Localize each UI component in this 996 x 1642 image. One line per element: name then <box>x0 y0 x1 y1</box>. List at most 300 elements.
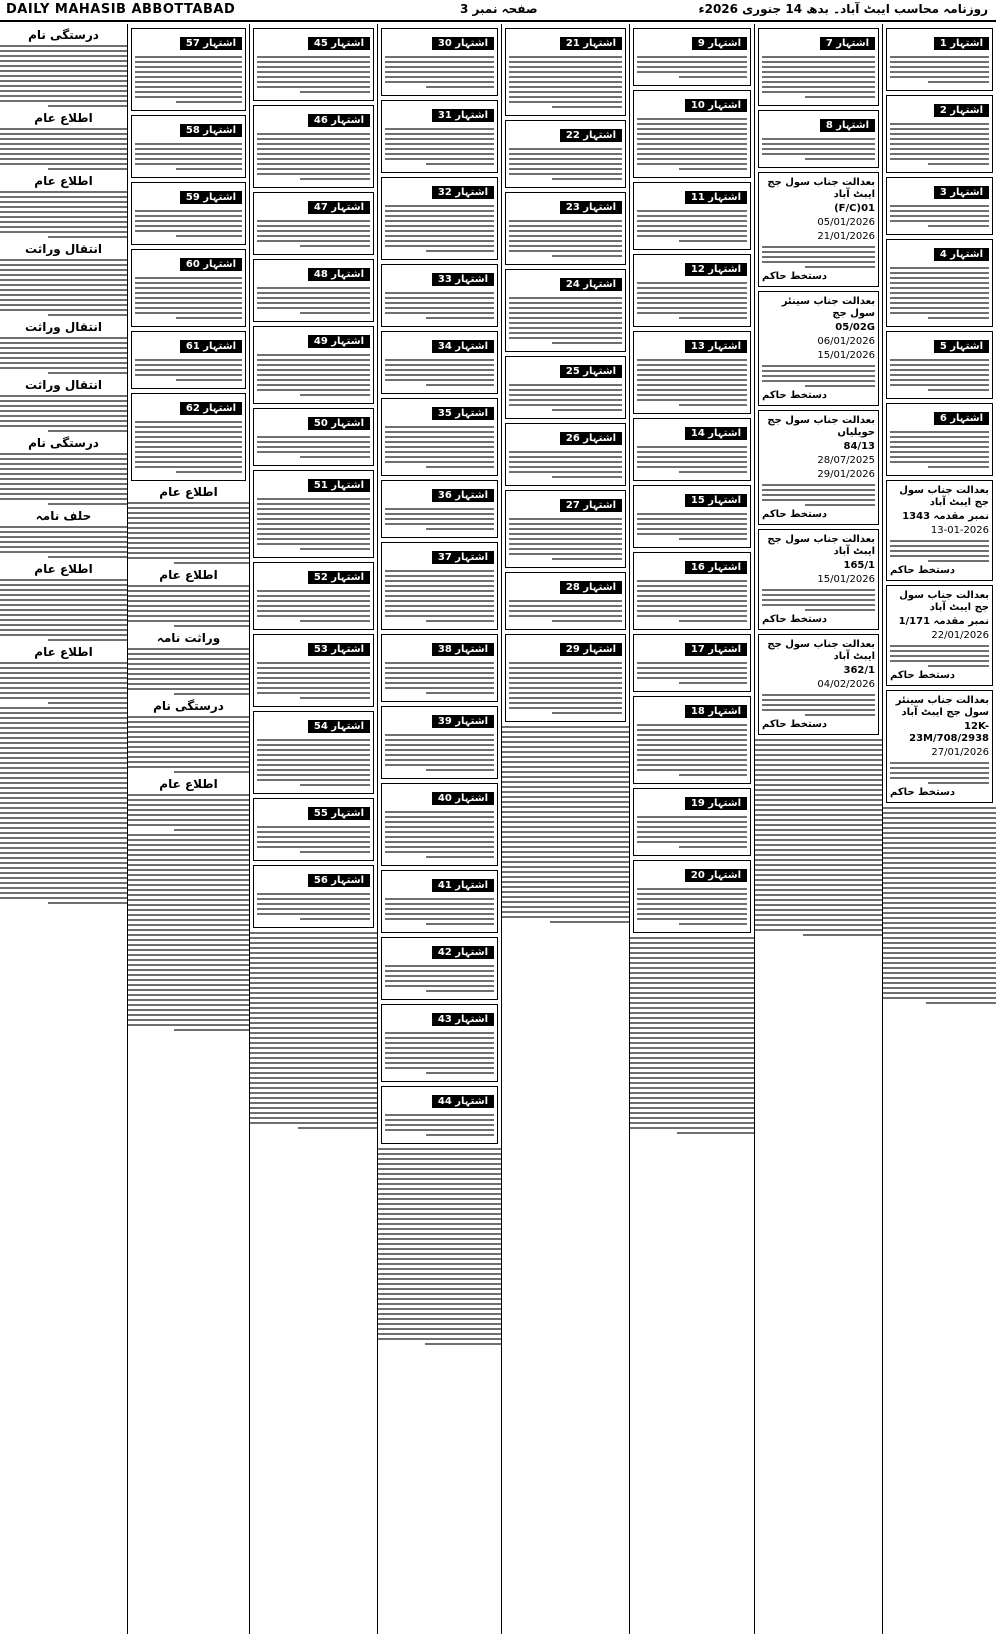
notice-text-lines <box>135 277 242 319</box>
notice-number-tag: اشتہار 12 <box>685 263 747 276</box>
notice-number-tag: اشتہار 54 <box>308 720 370 733</box>
notice-text-lines <box>0 259 127 316</box>
notice-text-lines <box>637 210 747 242</box>
notice-number-tag: اشتہار 8 <box>820 119 875 132</box>
notice-number-tag: اشتہار 61 <box>180 340 242 353</box>
notice-text-lines <box>128 502 249 564</box>
classified-notice <box>381 100 498 173</box>
notice-number-tag: اشتہار 40 <box>432 792 494 805</box>
classified-notice <box>633 485 751 548</box>
court-notice-case: 362/1 <box>843 665 875 676</box>
notice-text-lines <box>0 45 127 107</box>
notice-number-tag: اشتہار 6 <box>934 412 989 425</box>
classified-notice <box>758 110 879 168</box>
court-notice-title: بعدالت جناب سول جج ایبٹ آباد <box>899 590 989 613</box>
public-notice-heading: درستگی نام <box>28 436 99 450</box>
public-notice-heading: اطلاع عام <box>34 562 93 576</box>
classified-notice <box>253 408 374 466</box>
classified-notice <box>381 634 498 702</box>
classified-notice <box>633 696 751 784</box>
classified-notice <box>253 326 374 404</box>
notice-text-lines <box>0 395 127 432</box>
notice-text-lines <box>502 726 629 923</box>
notice-text-lines <box>890 359 989 391</box>
classified-notice <box>758 28 879 106</box>
notice-number-tag: اشتہار 27 <box>560 499 622 512</box>
notice-text-lines <box>378 1148 501 1345</box>
page-number: صفحہ نمبر 3 <box>460 2 538 16</box>
notice-text-lines <box>0 707 127 904</box>
notice-text-lines <box>509 220 622 257</box>
notice-number-tag: اشتہار 25 <box>560 365 622 378</box>
public-notice <box>0 562 127 641</box>
notice-text-lines <box>755 739 882 936</box>
court-notice-signature: دستخط حاکم <box>762 390 828 401</box>
notice-text-lines <box>257 56 370 93</box>
notice-text-lines <box>385 56 494 88</box>
classified-notice <box>381 783 498 866</box>
court-notice-case: 05/02G <box>835 322 875 333</box>
notice-text-lines <box>385 205 494 252</box>
notice-number-tag: اشتہار 47 <box>308 201 370 214</box>
column-4 <box>501 24 629 1634</box>
classified-notice <box>633 418 751 481</box>
notice-text-lines <box>257 354 370 396</box>
notice-number-tag: اشتہار 14 <box>685 427 747 440</box>
notice-text-lines <box>0 337 127 374</box>
notice-number-tag: اشتہار 29 <box>560 643 622 656</box>
public-notice <box>128 699 249 773</box>
notice-text-lines <box>257 826 370 853</box>
court-notice-date: 13-01-2026 <box>930 525 989 536</box>
notice-text-lines <box>385 1032 494 1074</box>
public-notice <box>0 320 127 374</box>
public-notice <box>0 645 127 704</box>
notice-number-tag: اشتہار 17 <box>685 643 747 656</box>
notice-number-tag: اشتہار 55 <box>308 807 370 820</box>
notice-text-lines <box>385 508 494 530</box>
notice-text-lines <box>257 590 370 622</box>
court-notice-signature: دستخط حاکم <box>762 614 828 625</box>
notice-text-lines <box>509 518 622 560</box>
classified-notice <box>381 542 498 630</box>
classified-notice <box>886 95 993 173</box>
notice-text-lines <box>385 570 494 622</box>
notice-number-tag: اشتہار 22 <box>560 129 622 142</box>
notice-number-tag: اشتہار 37 <box>432 551 494 564</box>
public-notice-heading: انتقال وراثت <box>25 378 102 392</box>
notice-text-lines <box>0 191 127 238</box>
notice-text-lines <box>509 148 622 180</box>
notice-number-tag: اشتہار 16 <box>685 561 747 574</box>
notice-text-lines <box>637 118 747 170</box>
notice-text-lines <box>0 453 127 505</box>
classified-notice <box>131 115 246 178</box>
classified-notice <box>381 1004 498 1082</box>
classified-notice <box>886 331 993 399</box>
notice-text-lines <box>509 600 622 622</box>
classified-notice <box>633 182 751 250</box>
notice-text-lines <box>128 585 249 627</box>
court-notice <box>758 634 879 735</box>
column-1 <box>882 24 996 1634</box>
notice-text-lines <box>385 662 494 694</box>
court-notice-date: 04/02/2026 <box>817 679 875 690</box>
notice-text-lines <box>385 128 494 165</box>
notice-text-lines <box>509 56 622 108</box>
notice-text-lines <box>250 932 377 1129</box>
notice-text-lines <box>762 246 875 268</box>
notice-number-tag: اشتہار 46 <box>308 114 370 127</box>
public-notice-heading: درستگی نام <box>28 28 99 42</box>
classified-notice <box>253 192 374 255</box>
court-notice-title: بعدالت جناب سول جج حویلیاں <box>767 415 875 438</box>
notice-text-lines <box>890 645 989 667</box>
classified-notice <box>633 634 751 692</box>
classified-notice <box>131 182 246 245</box>
column-3 <box>629 24 754 1634</box>
court-notice-signature: دستخط حاکم <box>762 509 828 520</box>
public-notice <box>0 111 127 170</box>
classified-notice <box>505 572 626 630</box>
notice-number-tag: اشتہار 10 <box>685 99 747 112</box>
notice-number-tag: اشتہار 30 <box>432 37 494 50</box>
notice-text-lines <box>0 662 127 704</box>
court-notice <box>758 410 879 525</box>
classified-notice <box>505 28 626 116</box>
notice-text-lines <box>762 484 875 506</box>
classified-notice <box>633 28 751 86</box>
notice-text-lines <box>637 446 747 473</box>
court-notice-case: 165/1 <box>843 560 875 571</box>
notice-text-lines <box>128 648 249 695</box>
court-notice-date: 27/01/2026 <box>931 747 989 758</box>
notice-text-lines <box>890 267 989 319</box>
public-notice-heading: اطلاع عام <box>159 485 218 499</box>
public-notice <box>0 436 127 505</box>
court-notice-date2: 29/01/2026 <box>817 469 875 480</box>
notice-text-lines <box>128 834 249 1031</box>
public-notice-heading: انتقال وراثت <box>25 242 102 256</box>
classified-notice <box>886 239 993 327</box>
column-8 <box>0 24 127 1634</box>
notice-text-lines <box>257 893 370 920</box>
classified-notice <box>505 120 626 188</box>
notice-text-lines <box>257 739 370 786</box>
notice-number-tag: اشتہار 50 <box>308 417 370 430</box>
notice-text-lines <box>509 451 622 478</box>
notice-number-tag: اشتہار 28 <box>560 581 622 594</box>
notice-text-lines <box>762 589 875 611</box>
court-notice-case: نمبر مقدمہ 1/171 <box>898 616 989 627</box>
public-notice-heading: اطلاع عام <box>159 568 218 582</box>
notice-number-tag: اشتہار 49 <box>308 335 370 348</box>
notice-number-tag: اشتہار 31 <box>432 109 494 122</box>
classified-notice <box>886 403 993 476</box>
court-notice <box>886 585 993 686</box>
notice-text-lines <box>890 123 989 165</box>
public-notice <box>0 242 127 316</box>
notice-text-lines <box>257 220 370 247</box>
court-notice <box>758 529 879 630</box>
notice-number-tag: اشتہار 39 <box>432 715 494 728</box>
notice-text-lines <box>385 292 494 319</box>
court-notice-title: بعدالت جناب سول جج ایبٹ آباد <box>767 639 875 662</box>
notice-number-tag: اشتہار 26 <box>560 432 622 445</box>
notice-number-tag: اشتہار 9 <box>692 37 747 50</box>
notice-number-tag: اشتہار 20 <box>685 869 747 882</box>
court-notice <box>758 291 879 406</box>
notice-number-tag: اشتہار 38 <box>432 643 494 656</box>
court-notice-signature: دستخط حاکم <box>762 271 828 282</box>
notice-text-lines <box>637 816 747 848</box>
masthead <box>0 0 996 22</box>
notice-number-tag: اشتہار 62 <box>180 402 242 415</box>
notice-text-lines <box>890 540 989 562</box>
notice-number-tag: اشتہار 19 <box>685 797 747 810</box>
classified-notice <box>633 860 751 933</box>
court-notice-date2: 15/01/2026 <box>817 350 875 361</box>
classified-notice <box>131 393 246 481</box>
notice-number-tag: اشتہار 21 <box>560 37 622 50</box>
court-notice-title: بعدالت جناب سول جج ایبٹ آباد <box>767 177 875 200</box>
notice-text-lines <box>637 56 747 78</box>
classified-notice <box>886 177 993 235</box>
classified-notice <box>253 798 374 861</box>
notice-number-tag: اشتہار 52 <box>308 571 370 584</box>
classified-notice <box>253 562 374 630</box>
notice-text-lines <box>890 431 989 468</box>
notice-number-tag: اشتہار 13 <box>685 340 747 353</box>
classified-notice <box>253 105 374 188</box>
court-notice-title: بعدالت جناب سینئر سول جج <box>781 296 875 319</box>
classified-notice <box>505 423 626 486</box>
public-notice-heading: اطلاع عام <box>34 174 93 188</box>
public-notice <box>0 509 127 558</box>
classified-notice <box>253 634 374 707</box>
court-notice-signature: دستخط حاکم <box>890 565 956 576</box>
column-5 <box>377 24 501 1634</box>
notice-text-lines <box>890 205 989 227</box>
classified-notice <box>633 788 751 856</box>
classified-notice <box>381 398 498 476</box>
notice-number-tag: اشتہار 11 <box>685 191 747 204</box>
court-notice-date: 06/01/2026 <box>817 336 875 347</box>
notice-number-tag: اشتہار 48 <box>308 268 370 281</box>
classified-notice <box>505 634 626 722</box>
classified-notice <box>131 28 246 111</box>
notice-number-tag: اشتہار 5 <box>934 340 989 353</box>
notice-text-lines <box>637 662 747 684</box>
column-6 <box>249 24 377 1634</box>
court-notice-case: 84/13 <box>843 441 875 452</box>
classified-notice <box>633 90 751 178</box>
court-notice-title: بعدالت جناب سول جج ایبٹ آباد <box>899 485 989 508</box>
classified-notice <box>381 706 498 779</box>
public-notice <box>0 174 127 238</box>
notice-number-tag: اشتہار 53 <box>308 643 370 656</box>
classified-notice <box>253 470 374 558</box>
notice-number-tag: اشتہار 42 <box>432 946 494 959</box>
notice-text-lines <box>509 662 622 714</box>
notice-text-lines <box>637 580 747 622</box>
notice-text-lines <box>890 762 989 784</box>
notice-number-tag: اشتہار 56 <box>308 874 370 887</box>
notice-number-tag: اشتہار 41 <box>432 879 494 892</box>
notice-text-lines <box>385 426 494 468</box>
notice-text-lines <box>762 365 875 387</box>
notice-text-lines <box>257 498 370 550</box>
classified-notice <box>633 552 751 630</box>
notice-text-lines <box>509 297 622 344</box>
notice-number-tag: اشتہار 3 <box>934 186 989 199</box>
classified-notice <box>131 331 246 389</box>
court-notice-date: 15/01/2026 <box>817 574 875 585</box>
notice-number-tag: اشتہار 18 <box>685 705 747 718</box>
classified-notice <box>633 254 751 327</box>
classified-notice <box>505 490 626 568</box>
notice-number-tag: اشتہار 32 <box>432 186 494 199</box>
public-notice-heading: اطلاع عام <box>34 645 93 659</box>
column-2 <box>754 24 882 1634</box>
court-notice-date: 22/01/2026 <box>931 630 989 641</box>
classified-notice <box>253 865 374 928</box>
court-notice <box>886 480 993 581</box>
notice-text-lines <box>0 526 127 558</box>
public-notice <box>128 485 249 564</box>
notice-text-lines <box>0 579 127 641</box>
court-notice-title: بعدالت جناب سول جج ایبٹ آباد <box>767 534 875 557</box>
notice-number-tag: اشتہار 58 <box>180 124 242 137</box>
court-notice-signature: دستخط حاکم <box>762 719 828 730</box>
classified-notice <box>381 937 498 1000</box>
notice-text-lines <box>135 421 242 473</box>
notice-text-lines <box>257 287 370 314</box>
notice-number-tag: اشتہار 23 <box>560 201 622 214</box>
court-notice <box>758 172 879 287</box>
notice-text-lines <box>385 898 494 925</box>
classified-notice <box>253 711 374 794</box>
notice-text-lines <box>135 359 242 381</box>
notice-number-tag: اشتہار 33 <box>432 273 494 286</box>
notice-text-lines <box>128 794 249 831</box>
notice-text-lines <box>0 128 127 170</box>
public-notice-heading: اطلاع عام <box>159 777 218 791</box>
notice-text-lines <box>385 734 494 771</box>
notice-number-tag: اشتہار 44 <box>432 1095 494 1108</box>
notice-text-lines <box>135 143 242 170</box>
notice-text-lines <box>509 384 622 411</box>
public-notice-heading: درستگی نام <box>153 699 224 713</box>
notice-text-lines <box>385 811 494 858</box>
court-notice-date2: 21/01/2026 <box>817 231 875 242</box>
public-notice-heading: حلف نامہ <box>35 509 92 523</box>
classified-notice <box>253 28 374 101</box>
notice-text-lines <box>385 359 494 386</box>
classified-notice <box>253 259 374 322</box>
notice-number-tag: اشتہار 57 <box>180 37 242 50</box>
court-notice-case: 12K-23M/708/2938 <box>909 721 989 744</box>
classified-notice <box>381 480 498 538</box>
public-notice-heading: اطلاع عام <box>34 111 93 125</box>
notice-number-tag: اشتہار 51 <box>308 479 370 492</box>
notice-number-tag: اشتہار 34 <box>432 340 494 353</box>
notice-number-tag: اشتہار 35 <box>432 407 494 420</box>
court-notice <box>886 690 993 803</box>
notice-text-lines <box>385 965 494 992</box>
notice-number-tag: اشتہار 2 <box>934 104 989 117</box>
notice-text-lines <box>637 724 747 776</box>
public-notice <box>0 378 127 432</box>
notice-text-lines <box>257 662 370 699</box>
public-notice-heading: وراثت نامہ <box>156 631 221 645</box>
notice-text-lines <box>883 807 996 1004</box>
notice-number-tag: اشتہار 4 <box>934 248 989 261</box>
notice-text-lines <box>890 56 989 83</box>
court-notice-case: 01(F/C) <box>834 203 875 214</box>
notice-text-lines <box>257 436 370 458</box>
notice-text-lines <box>128 716 249 773</box>
classified-notice <box>886 28 993 91</box>
notice-text-lines <box>762 694 875 716</box>
classified-notice <box>381 870 498 933</box>
classified-notice <box>381 177 498 260</box>
notice-number-tag: اشتہار 36 <box>432 489 494 502</box>
court-notice-signature: دستخط حاکم <box>890 670 956 681</box>
notice-number-tag: اشتہار 1 <box>934 37 989 50</box>
classified-notice <box>633 331 751 414</box>
classified-notice <box>505 192 626 265</box>
paper-name: DAILY MAHASIB ABBOTTABAD <box>6 2 236 17</box>
classified-notice <box>131 249 246 327</box>
public-notice <box>128 568 249 627</box>
notice-text-lines <box>637 359 747 406</box>
notice-number-tag: اشتہار 43 <box>432 1013 494 1026</box>
notice-text-lines <box>385 1114 494 1136</box>
notice-text-lines <box>257 133 370 180</box>
court-notice-title: بعدالت جناب سینئر سول جج ایبٹ آباد <box>895 695 989 718</box>
public-notice-heading: انتقال وراثت <box>25 320 102 334</box>
court-notice-signature: دستخط حاکم <box>890 787 956 798</box>
notice-number-tag: اشتہار 15 <box>685 494 747 507</box>
public-notice <box>0 28 127 107</box>
notice-text-lines <box>637 282 747 319</box>
notice-text-lines <box>135 56 242 103</box>
notice-number-tag: اشتہار 45 <box>308 37 370 50</box>
notice-number-tag: اشتہار 59 <box>180 191 242 204</box>
classified-notice <box>381 331 498 394</box>
public-notice <box>128 777 249 831</box>
notice-number-tag: اشتہار 24 <box>560 278 622 291</box>
court-notice-case: نمبر مقدمہ 1343 <box>902 511 989 522</box>
notice-text-lines <box>762 138 875 160</box>
notice-number-tag: اشتہار 7 <box>820 37 875 50</box>
notice-number-tag: اشتہار 60 <box>180 258 242 271</box>
public-notice <box>128 631 249 695</box>
classified-notice <box>381 264 498 327</box>
notice-text-lines <box>637 888 747 925</box>
notice-text-lines <box>630 937 754 1134</box>
classified-notice <box>505 356 626 419</box>
notice-text-lines <box>135 210 242 237</box>
notice-text-lines <box>637 513 747 540</box>
court-notice-date: 05/01/2026 <box>817 217 875 228</box>
date-line: روزنامہ محاسب ایبٹ آباد۔ بدھ 14 جنوری 2026ء <box>698 2 988 16</box>
notice-text-lines <box>762 56 875 98</box>
column-7 <box>127 24 249 1634</box>
classified-notice <box>381 1086 498 1144</box>
classified-notice <box>381 28 498 96</box>
